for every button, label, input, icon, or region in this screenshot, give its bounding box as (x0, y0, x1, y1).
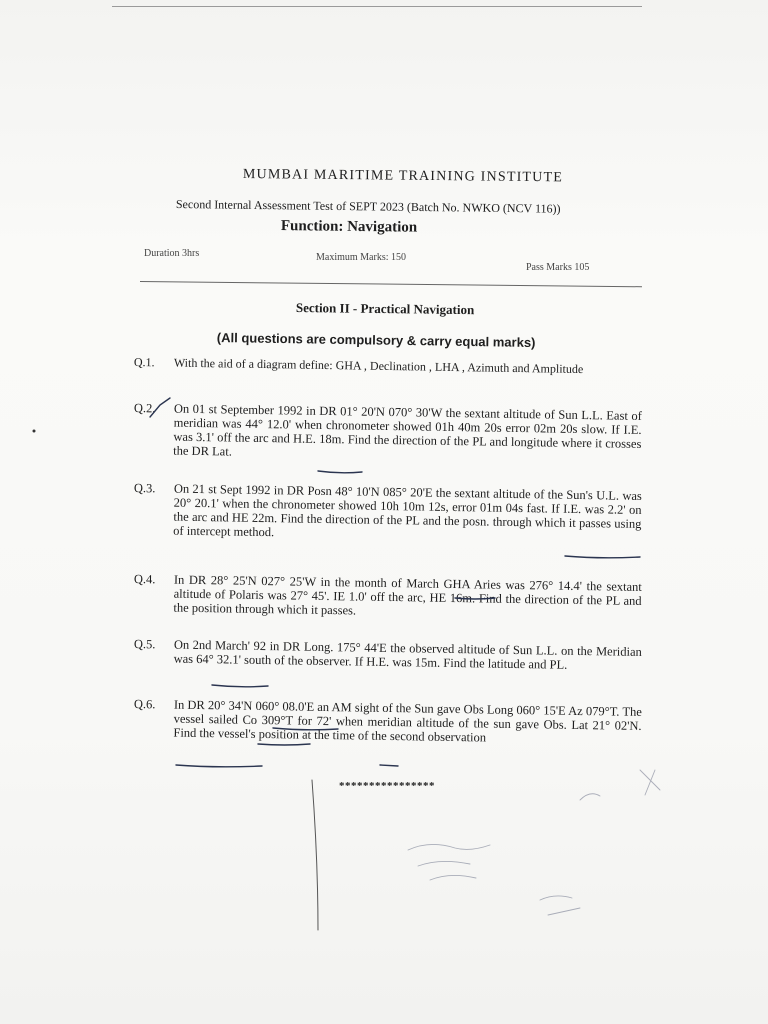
question-number: Q.1. (133, 355, 155, 370)
question-number: Q.5. (133, 637, 156, 652)
question-number: Q.2. (133, 401, 156, 416)
section-instruction: (All questions are compulsory & carry equal marks) (216, 330, 536, 351)
question-3 (133, 481, 654, 545)
question-text: In DR 28° 25'N 027° 25'W in the month of March GHA Aries was 276° 14.4' the sextant altitude of Polaris was 27° 45'. IE 1.0' off the arc, HE 16m. Find the direction of the PL and the position through which it passes. (173, 572, 642, 618)
end-of-paper-mark: **************** (339, 780, 435, 792)
function-title: Function: Navigation (280, 218, 418, 236)
page-edge-line (112, 6, 642, 7)
section-title: Section II - Practical Navigation (295, 300, 475, 318)
question-text: In DR 20° 34'N 060° 08.0'E an AM sight of the Sun gave Obs Long 060° 15'E Az 079°T. The vessel sailed Co 309°T for 72' when meridian altitude of the sun gave Obs. Lat 21° 02'N. Find the vessel's position at the time of the second observation (173, 697, 642, 745)
maximum-marks: Maximum Marks: 150 (316, 252, 406, 263)
institute-name: MUMBAI MARITIME TRAINING INSTITUTE (242, 167, 564, 186)
question-text: On 01 st September 1992 in DR 01° 20'N 070° 30'W the sextant altitude of Sun L.L. East of meridian was 44° 12.0' when chronometer showed 01h 40m 20s error 02m 20s slow. If I.E. was 3.1' off the arc and H.E. 18m. Find the direction of the PL and longitude where it crosses the DR Lat. (173, 401, 642, 459)
question-text: With the aid of a diagram define: GHA , Declination , LHA , Azimuth and Amplitude (173, 355, 584, 377)
pass-marks: Pass Marks 105 (526, 262, 590, 273)
question-number: Q.3. (133, 481, 156, 496)
question-text: On 2nd March' 92 in DR Long. 175° 44'E the observed altitude of Sun L.L. on the Meridian was 64° 32.1' south of the observer. If H.E. was 15m. Find the latitude and PL. (173, 637, 642, 672)
question-2 (133, 401, 654, 465)
question-4 (133, 572, 654, 622)
assessment-title: Second Internal Assessment Test of SEPT 2023 (Batch No. NWKO (NCV 116)) (175, 197, 561, 216)
question-text: On 21 st Sept 1992 in DR Posn 48° 10'N 085° 20'E the sextant altitude of the Sun's U.L. was 20° 20.1' when the chronometer showed 10h 10m 12s, error 01m 04s fast. If I.E. was 2.2' on the arc and HE 22m. Find the direction of the PL and the posn. through which it passes using of intercept method. (173, 481, 642, 540)
question-6 (133, 697, 654, 747)
duration: Duration 3hrs (144, 248, 200, 259)
question-number: Q.4. (133, 572, 156, 587)
question-number: Q.6. (133, 697, 156, 712)
